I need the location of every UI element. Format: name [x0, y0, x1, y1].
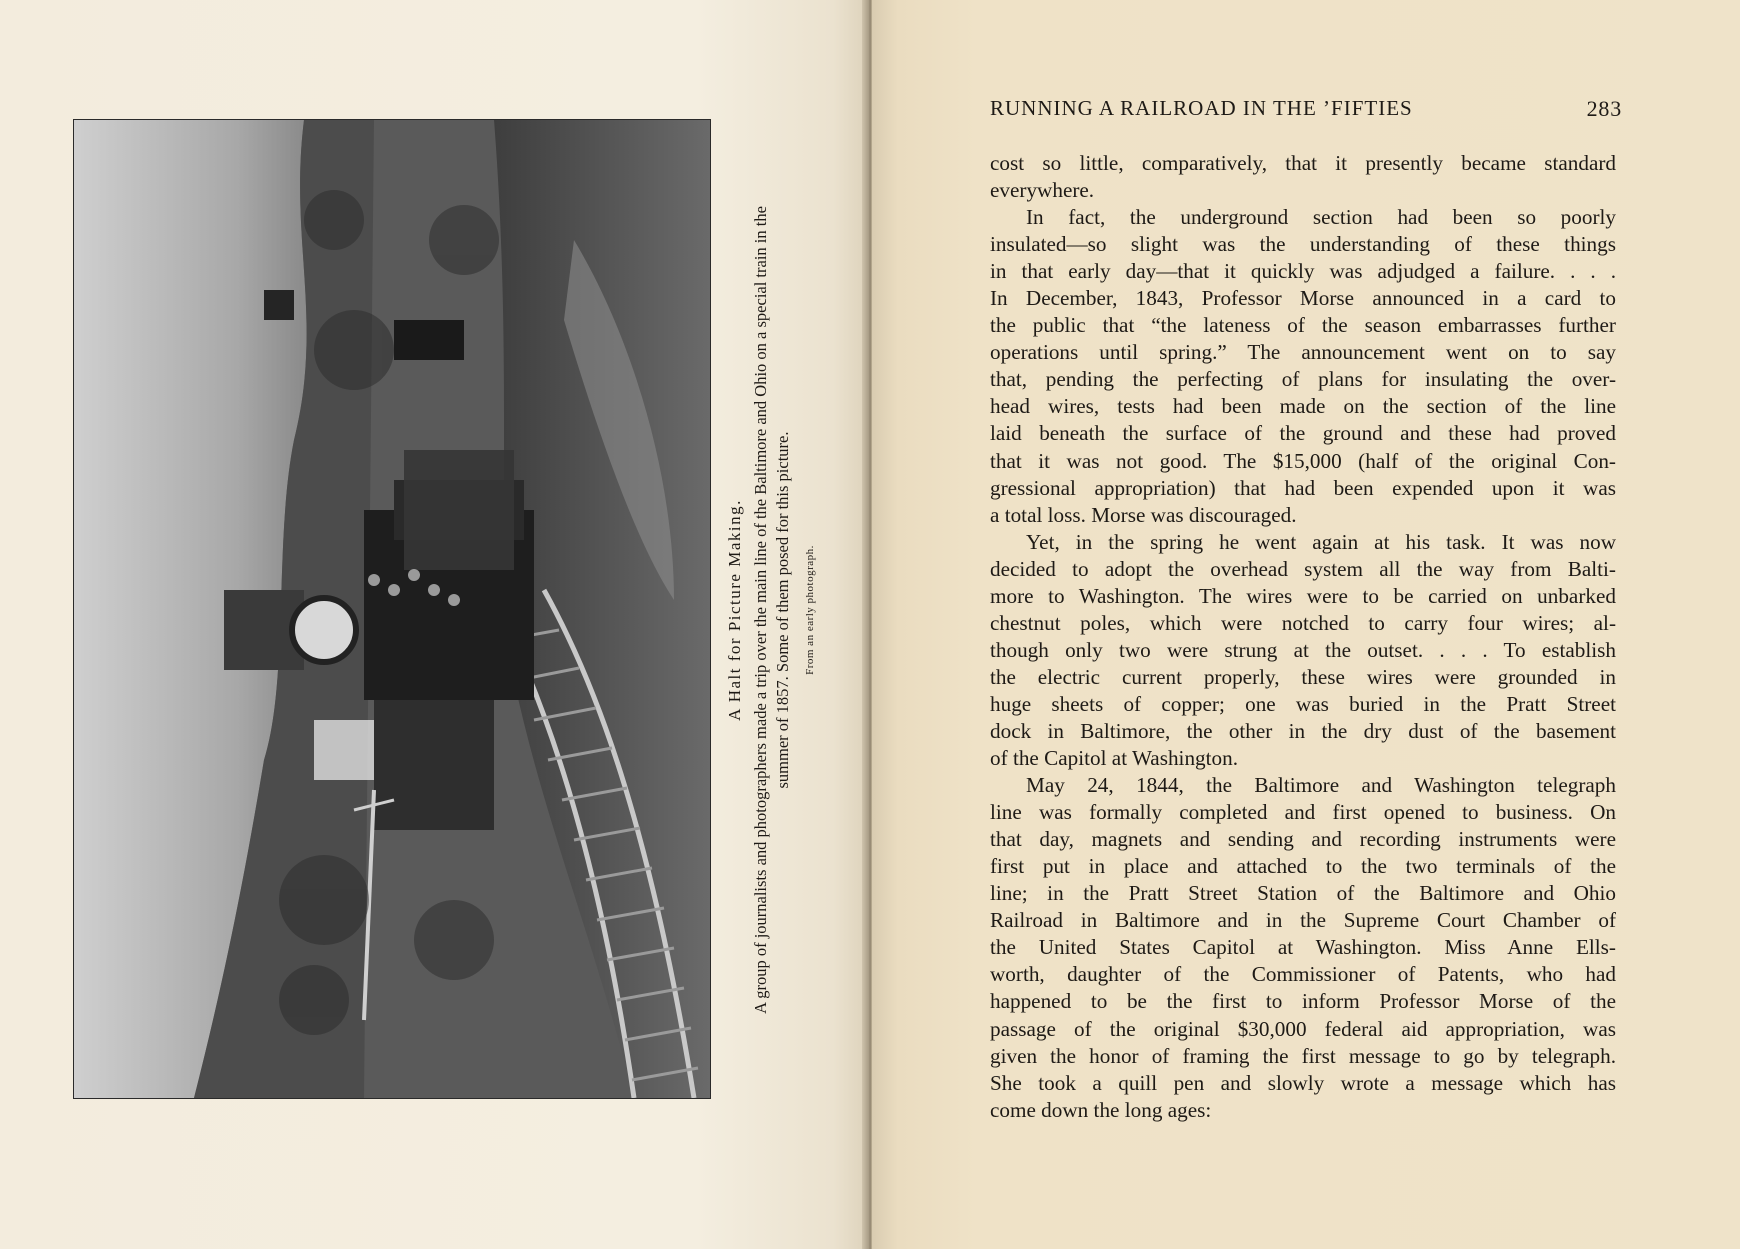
- text-line: worth, daughter of the Commissioner of Patents, who had: [990, 962, 1616, 987]
- text-line: head wires, tests had been made on the section of the line: [990, 394, 1616, 419]
- page-number: 283: [1586, 96, 1622, 121]
- text-line: dock in Baltimore, the other in the dry dust of the basement: [990, 718, 1616, 743]
- text-line: line was formally completed and first opened to business. On: [990, 800, 1616, 825]
- text-line: come down the long ages:: [990, 1097, 1212, 1122]
- text-line: huge sheets of copper; one was buried in the Pratt Street: [990, 691, 1616, 716]
- running-head-title: RUNNING A RAILROAD IN THE ’FIFTIES: [990, 96, 1413, 120]
- text-line: more to Washington. The wires were to be carried on unbarked: [990, 583, 1616, 608]
- caption-title: A Halt for Picture Making.: [725, 499, 744, 721]
- text-line: the public that “the lateness of the season embarrasses further: [990, 313, 1616, 338]
- text-line: In fact, the underground section had been so poorly: [1026, 205, 1616, 230]
- left-page: [0, 0, 868, 1249]
- text-line: She took a quill pen and slowly wrote a message which has: [990, 1070, 1616, 1095]
- text-line: first put in place and attached to the two terminals of the: [990, 854, 1616, 879]
- text-line: laid beneath the surface of the ground and these had proved: [990, 421, 1616, 446]
- text-line: of the Capitol at Washington.: [990, 746, 1239, 771]
- text-line: though only two were strung at the outset. . . . To establish: [990, 637, 1616, 662]
- text-line: the United States Capitol at Washington. Miss Anne Ells-: [990, 935, 1616, 960]
- text-line: the electric current properly, these wires were grounded in: [990, 664, 1616, 689]
- text-line: happened to be the first to inform Professor Morse of the: [990, 989, 1616, 1014]
- photo-caption: [720, 127, 830, 1093]
- text-line: decided to adopt the overhead system all the way from Balti-: [990, 556, 1616, 581]
- text-line: May 24, 1844, the Baltimore and Washington telegraph: [1026, 773, 1616, 798]
- text-line: in that early day—that it quickly was adjudged a failure. . . .: [990, 259, 1616, 284]
- caption-line-2: summer of 1857. Some of them posed for this picture.: [773, 431, 792, 789]
- text-line: insulated—so slight was the understanding of these things: [990, 232, 1616, 257]
- running-head: [990, 96, 1622, 122]
- text-line: that day, magnets and sending and recording instruments were: [990, 827, 1616, 852]
- body-text: [990, 150, 1616, 1124]
- text-line: gressional appropriation) that had been expended upon it was: [990, 475, 1616, 500]
- photograph-illustration: [74, 120, 710, 1098]
- text-line: a total loss. Morse was discouraged.: [990, 502, 1297, 527]
- text-line: that, pending the perfecting of plans for insulating the over-: [990, 367, 1616, 392]
- caption-credit: From an early photograph.: [804, 545, 816, 675]
- text-line: that it was not good. The $15,000 (half of the original Con-: [990, 448, 1616, 473]
- text-line: operations until spring.” The announcement went on to say: [990, 340, 1616, 365]
- text-line: line; in the Pratt Street Station of the Baltimore and Ohio: [990, 881, 1616, 906]
- caption-line-1: A group of journalists and photographers made a trip over the main line of the Baltimore and Ohio on a special train in the: [751, 206, 770, 1014]
- text-line: passage of the original $30,000 federal aid appropriation, was: [990, 1016, 1616, 1041]
- text-line: chestnut poles, which were notched to carry four wires; al-: [990, 610, 1616, 635]
- text-line: Railroad in Baltimore and in the Supreme Court Chamber of: [990, 908, 1616, 933]
- text-line: everywhere.: [990, 178, 1095, 203]
- railroad-photograph: [74, 120, 710, 1098]
- text-line: Yet, in the spring he went again at his task. It was now: [1026, 529, 1616, 554]
- text-line: given the honor of framing the first message to go by telegraph.: [990, 1043, 1616, 1068]
- text-line: In December, 1843, Professor Morse announced in a card to: [990, 286, 1616, 311]
- text-line: cost so little, comparatively, that it presently became standard: [990, 151, 1616, 175]
